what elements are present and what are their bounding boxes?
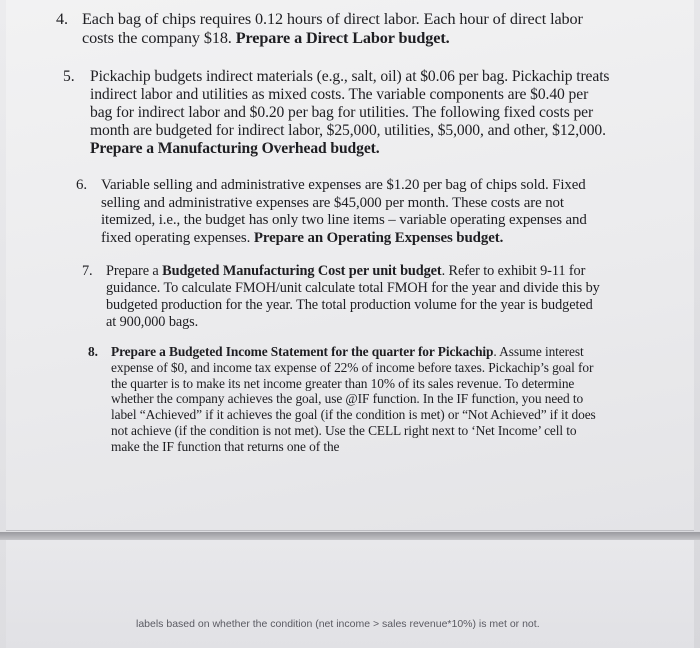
page-divider bbox=[0, 532, 700, 540]
item-instruction: Budgeted Manufacturing Cost per unit budget bbox=[162, 263, 442, 279]
item-text-segment: Each bag of chips requires 0.12 hours of direct labor. Each hour of direct labor costs the company $18. bbox=[82, 10, 583, 47]
item-text-segment: Prepare a bbox=[106, 263, 163, 279]
item-text bbox=[88, 344, 598, 455]
item-text bbox=[82, 263, 602, 331]
problem-item-6 bbox=[76, 177, 596, 247]
item-text bbox=[63, 68, 613, 158]
item-instruction: Prepare a Direct Labor budget. bbox=[235, 29, 450, 47]
item-text bbox=[56, 10, 616, 48]
problem-item-5 bbox=[63, 68, 613, 158]
item-text-segment: Pickachip budgets indirect materials (e.g., salt, oil) at $0.06 per bag. Pickachip treats indirect labor and utilities as mixed costs. The variable components are $0.40 per bag for indirect labor and $0.20 per bag for utilities. The following fixed costs per month are budgeted for indirect labor, $25,000, utilities, $5,000, and other, $12,000. bbox=[90, 68, 610, 139]
item-text-segment: Variable selling and administrative expenses are $1.20 per bag of chips sold. Fixed selling and administrative expenses are $45,000 per month. These costs are not itemized, i.e., the budget has only two line items – variable operating expenses and fixed operating expenses. bbox=[101, 177, 587, 246]
problem-item-7 bbox=[82, 263, 602, 331]
item-instruction: Prepare a Budgeted Income Statement for the quarter for Pickachip bbox=[111, 344, 494, 359]
item-number: 8. bbox=[88, 344, 98, 359]
item-number: 5. bbox=[63, 68, 75, 85]
item-text-segment: . Refer to exhibit 9-11 for guidance. To calculate FMOH/unit calculate total FMOH for the year and divide this by budgeted production for the year. The total production volume for the year is budgeted at 900,000 bags. bbox=[106, 263, 600, 330]
item-instruction: Prepare a Manufacturing Overhead budget. bbox=[90, 140, 380, 157]
continuation-text: labels based on whether the condition (net income > sales revenue*10%) is met or not. bbox=[136, 618, 540, 630]
problem-item-8 bbox=[88, 344, 598, 455]
item-number: 4. bbox=[56, 10, 68, 28]
item-number: 6. bbox=[76, 177, 87, 193]
item-text bbox=[76, 177, 596, 247]
item-text-segment: . Assume interest expense of $0, and income tax expense of 22% of income before taxes. Pickachip’s goal for the quarter is to make its net income greater than 10% of its sales revenue. To determine whether the company achieves the goal, use @IF function. In the IF function, you need to label “Achieved” if it achieves the goal (if the condition is met) or “Not Achieved” if it does not achieve (if the condition is not met). Use the CELL right next to ‘Net Income’ cell to make the IF function that returns one of the bbox=[111, 344, 596, 454]
item-number: 7. bbox=[82, 263, 93, 279]
problem-item-4 bbox=[56, 10, 616, 48]
item-instruction: Prepare an Operating Expenses budget. bbox=[253, 229, 504, 246]
